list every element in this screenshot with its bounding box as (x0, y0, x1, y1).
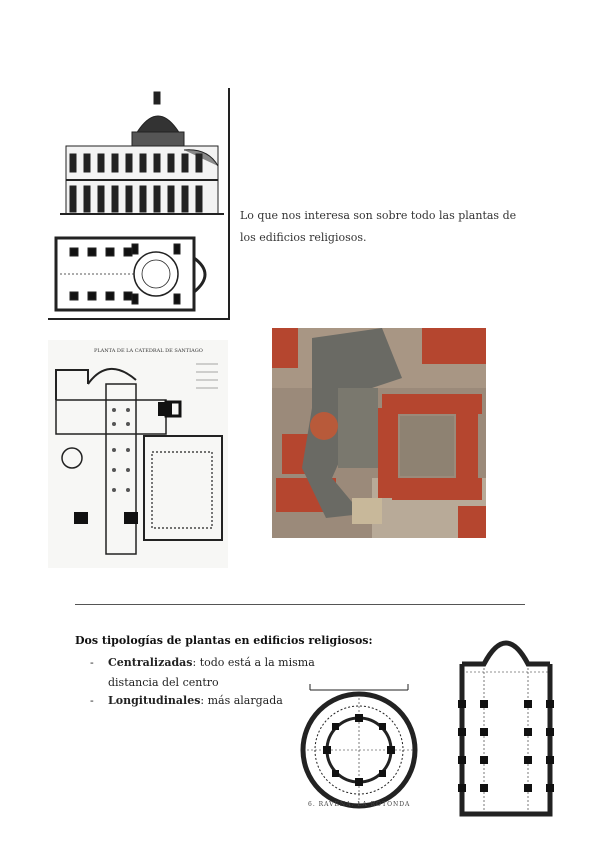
section-divider (75, 604, 525, 605)
bullet-dash: - (90, 656, 94, 669)
church-elevation-and-plan-drawing (48, 88, 228, 320)
list-item-description: : todo está a la misma (192, 656, 315, 669)
figure-border-right (228, 88, 230, 320)
list-item-description: : más alargada (200, 694, 283, 707)
aerial-photo-cathedral (272, 328, 486, 538)
bullet-dash: - (90, 694, 94, 707)
figure-border-bottom (48, 318, 230, 320)
basilica-longitudinal-plan (456, 628, 556, 822)
list-item-description-continued: distancia del centro (108, 676, 219, 689)
rotunda-caption: 6. RAVENA: LA ROTONDA (308, 801, 411, 808)
intro-paragraph: Lo que nos interesa son sobre todo las plantas de los edificios religiosos. (240, 209, 517, 244)
list-item-longitudinales (90, 694, 283, 707)
rotunda-centralized-plan (300, 680, 418, 810)
list-item-centralizadas (90, 656, 315, 669)
plan-types-title: Dos tipologías de plantas en edificios religiosos: (75, 634, 373, 647)
list-item-term: Centralizadas (108, 656, 193, 669)
santiago-cathedral-plan (48, 340, 228, 568)
santiago-plan-title: PLANTA DE LA CATEDRAL DE SANTIAGO (94, 348, 203, 354)
list-item-term: Longitudinales (108, 694, 201, 707)
